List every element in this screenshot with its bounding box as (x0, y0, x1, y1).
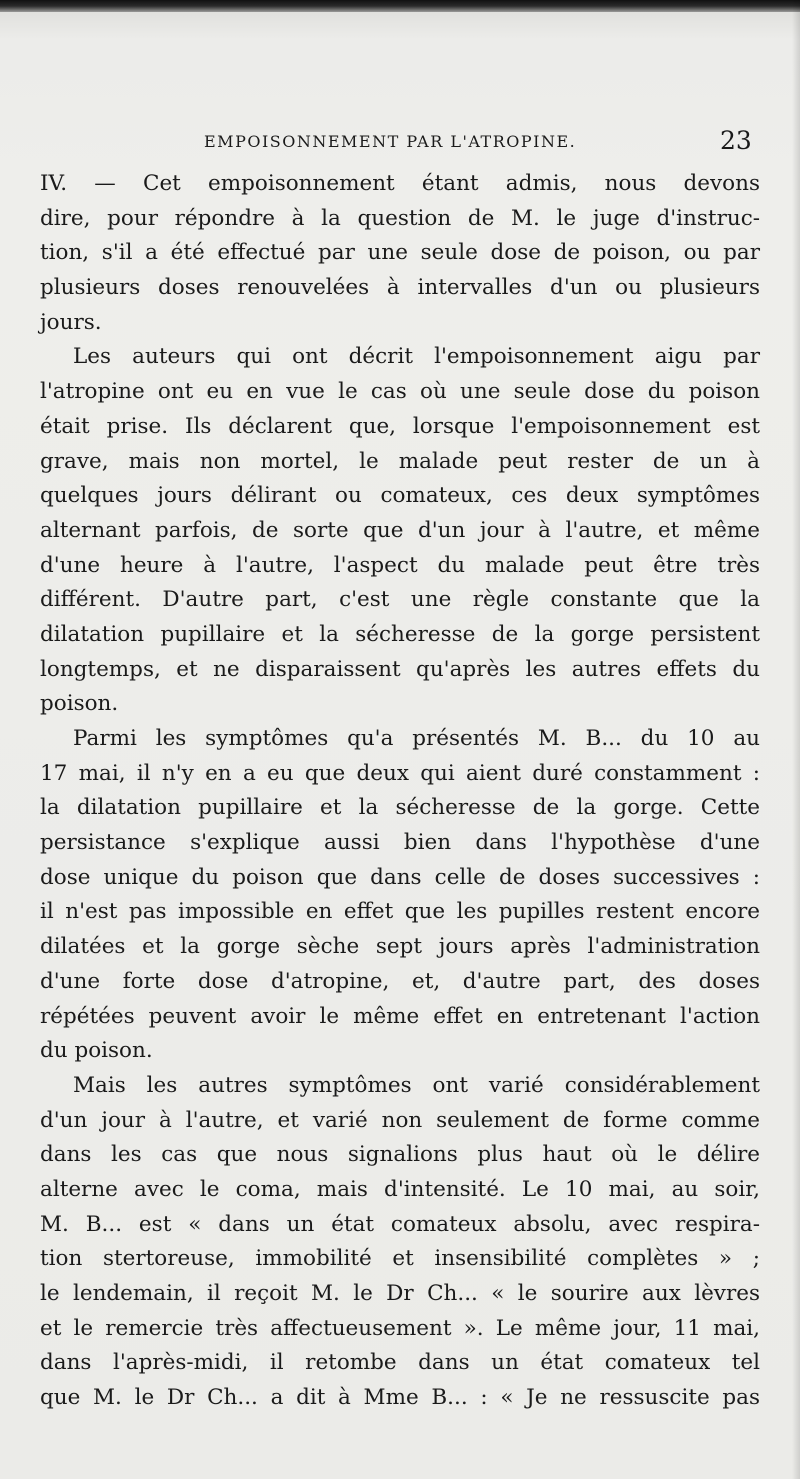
text-line: plusieurs doses renouvelées à intervalles d'un ou plusieurs (40, 275, 760, 301)
text-line: persistance s'explique aussi bien dans l'hypothèse d'une (40, 830, 760, 856)
text-line: M. B... est « dans un état comateux absolu, avec respira- (40, 1211, 760, 1237)
text-line: Mais les autres symptômes ont varié considérablement (73, 1072, 760, 1098)
running-title: EMPOISONNEMENT PAR L'ATROPINE. (204, 132, 577, 151)
top-edge-shadow (0, 0, 800, 12)
right-edge-shadow (792, 0, 800, 1479)
text-line: tion stertoreuse, immobilité et insensibilité complètes » ; (40, 1246, 760, 1272)
text-line: différent. D'autre part, c'est une règle constante que la (40, 587, 760, 613)
page-number: 23 (720, 126, 752, 155)
text-line: était prise. Ils déclarent que, lorsque l'empoisonnement est (40, 413, 760, 439)
text-line: dilatation pupillaire et la sécheresse de la gorge persistent (40, 621, 760, 647)
text-line: la dilatation pupillaire et la sécheresse de la gorge. Cette (40, 795, 760, 821)
text-line: d'une heure à l'autre, l'aspect du malade peut être très (40, 552, 760, 578)
text-line: il n'est pas impossible en effet que les pupilles restent encore (40, 899, 760, 925)
body-text (40, 167, 760, 1416)
text-line: dose unique du poison que dans celle de doses successives : (40, 864, 760, 890)
text-line: dans l'après-midi, il retombe dans un état comateux tel (40, 1350, 760, 1376)
text-line: grave, mais non mortel, le malade peut rester de un à (40, 448, 760, 474)
text-line: d'un jour à l'autre, et varié non seulement de forme comme (40, 1107, 760, 1133)
text-line: d'une forte dose d'atropine, et, d'autre part, des doses (40, 968, 760, 994)
text-line: l'atropine ont eu en vue le cas où une seule dose du poison (40, 379, 760, 405)
text-line: dilatées et la gorge sèche sept jours après l'administration (40, 934, 760, 960)
text-line: jours. (40, 309, 102, 335)
text-line: poison. (40, 691, 119, 717)
text-line: IV. — Cet empoisonnement étant admis, nous devons (40, 171, 760, 196)
text-line: dans les cas que nous signalions plus haut où le délire (40, 1142, 760, 1168)
running-header (0, 122, 800, 162)
text-line: longtemps, et ne disparaissent qu'après les autres effets du (40, 656, 760, 682)
text-line: alternant parfois, de sorte que d'un jour à l'autre, et même (40, 517, 760, 543)
text-line: quelques jours délirant ou comateux, ces deux symptômes (40, 483, 760, 509)
text-line: tion, s'il a été effectué par une seule dose de poison, ou par (40, 240, 760, 266)
text-line: alterne avec le coma, mais d'intensité. Le 10 mai, au soir, (40, 1176, 760, 1202)
text-line: et le remercie très affectueusement ». Le même jour, 11 mai, (40, 1315, 760, 1341)
text-line: Parmi les symptômes qu'a présentés M. B... du 10 au (73, 726, 760, 751)
text-line: le lendemain, il reçoit M. le Dr Ch... « le sourire aux lèvres (40, 1281, 760, 1306)
text-line: 17 mai, il n'y en a eu que deux qui aient duré constamment : (40, 760, 760, 786)
text-line: que M. le Dr Ch... a dit à Mme B... : « Je ne ressuscite pas (40, 1385, 760, 1411)
text-line: répétées peuvent avoir le même effet en entretenant l'action (40, 1003, 760, 1029)
text-line: du poison. (40, 1038, 153, 1064)
text-line: Les auteurs qui ont décrit l'empoisonnement aigu par (73, 344, 760, 370)
text-line: dire, pour répondre à la question de M. le juge d'instruc- (40, 205, 760, 231)
